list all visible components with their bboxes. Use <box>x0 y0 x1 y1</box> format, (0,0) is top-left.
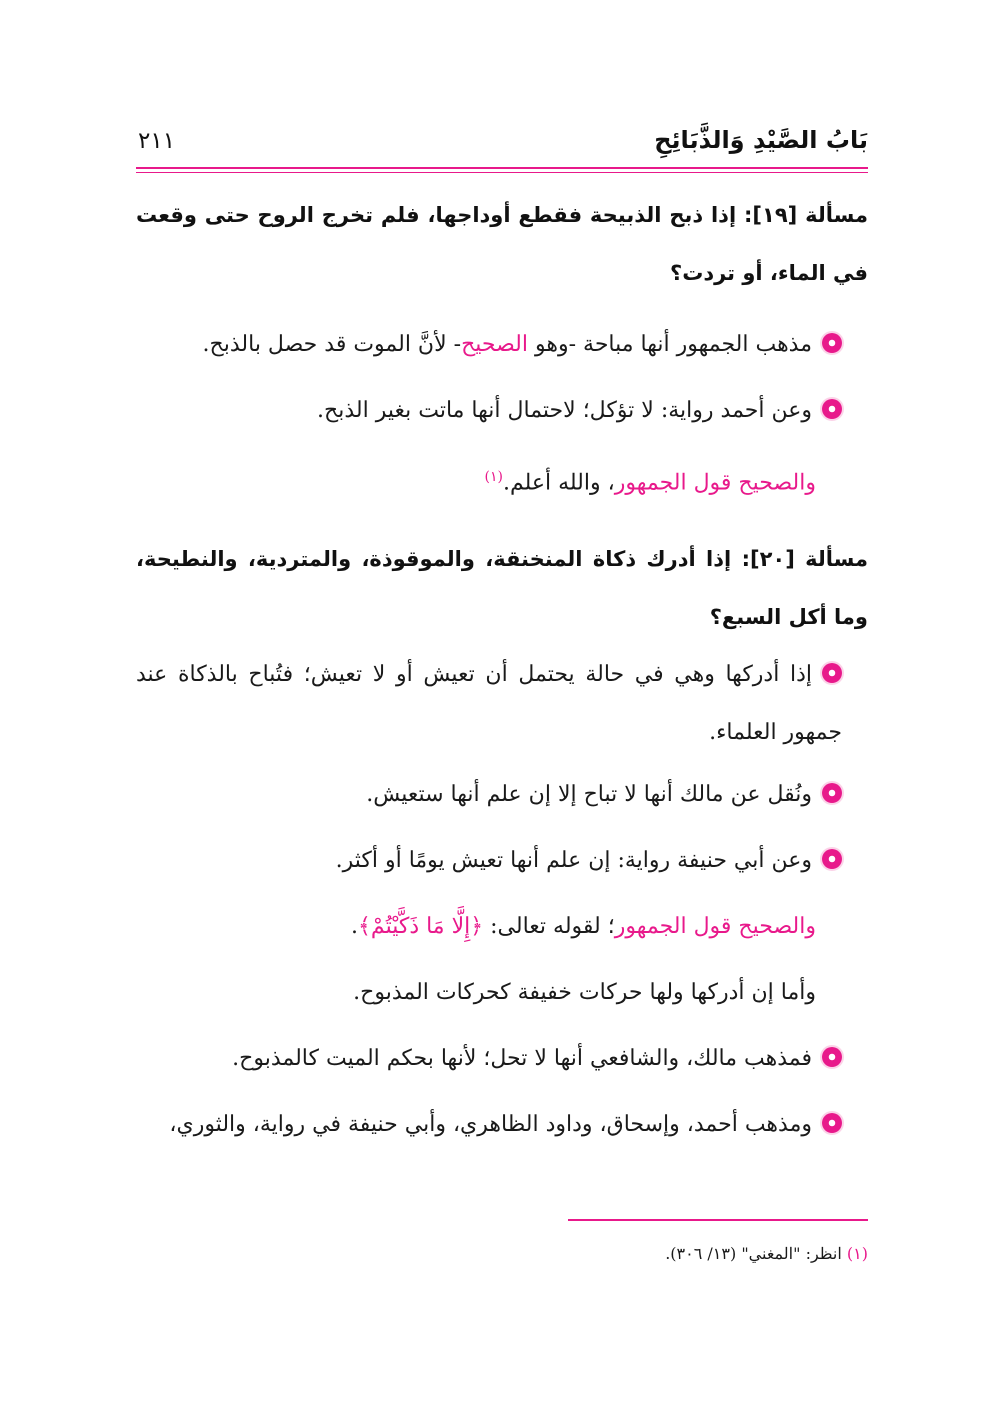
paragraph-1 <box>136 312 868 378</box>
page-number: ٢١١ <box>138 128 176 154</box>
paragraph-4 <box>136 646 868 762</box>
page-body <box>136 186 868 1158</box>
paragraph-10 <box>136 1092 868 1158</box>
question-19-text: إذا ذبح الذبيحة فقطع أوداجها، فلم تخرج الروح حتى وقعت في الماء، أو تردت؟ <box>136 203 868 285</box>
header-rule-thin <box>136 172 868 173</box>
paragraph-1-b: - لأنَّ الموت قد حصل بالذبح. <box>202 332 462 357</box>
flower-bullet-icon <box>822 399 842 419</box>
flower-bullet-icon <box>822 849 842 869</box>
paragraph-3-b: ، والله أعلم. <box>502 470 615 496</box>
paragraph-2-text: وعن أحمد رواية: لا تؤكل؛ لاحتمال أنها ماتت بغير الذبح. <box>317 398 812 423</box>
paragraph-6-text: وعن أبي حنيفة رواية: إن علم أنها تعيش يومًا أو أكثر. <box>335 848 812 874</box>
paragraph-5-text: ونُقل عن مالك أنها لا تباح إلا إن علم أنها ستعيش. <box>366 782 812 808</box>
flower-bullet-icon <box>822 333 842 353</box>
paragraph-7-end: . <box>351 914 359 940</box>
paragraph-1-a: مذهب الجمهور أنها مباحة -وهو <box>535 332 812 357</box>
flower-bullet-icon <box>822 1113 842 1133</box>
paragraph-7-highlight: والصحيح قول الجمهور <box>614 914 816 940</box>
flower-bullet-icon <box>822 783 842 803</box>
footnote-rule <box>568 1219 868 1221</box>
paragraph-3-highlight: والصحيح قول الجمهور <box>614 470 816 496</box>
question-20-text: إذا أدرك ذكاة المنخنقة، والموقوذة، والمتردية، والنطيحة، وما أكل السبع؟ <box>136 547 868 630</box>
paragraph-7-b: ؛ لقوله تعالى: <box>490 914 615 940</box>
question-20 <box>136 530 868 646</box>
paragraph-1-highlight: الصحيح <box>461 332 528 357</box>
paragraph-8 <box>136 960 868 1026</box>
paragraph-8-text: وأما إن أدركها ولها حركات خفيفة كحركات المذبوح. <box>353 980 816 1006</box>
question-19 <box>136 186 868 302</box>
paragraph-7 <box>136 894 868 960</box>
paragraph-6 <box>136 828 868 894</box>
flower-bullet-icon <box>822 1047 842 1067</box>
footnote-marker: (١) <box>484 469 503 485</box>
paragraph-5 <box>136 762 868 828</box>
paragraph-4-text: إذا أدركها وهي في حالة يحتمل أن تعيش أو لا تعيش؛ فتُباح بالذكاة عند جمهور العلماء. <box>136 662 842 746</box>
footnote-number: (١) <box>846 1244 868 1263</box>
footnote-text: انظر: "المغني" (١٣/ ٣٠٦). <box>665 1244 842 1263</box>
paragraph-3 <box>136 444 868 516</box>
paragraph-9-text: فمذهب مالك، والشافعي أنها لا تحل؛ لأنها بحكم الميت كالمذبوح. <box>232 1046 812 1072</box>
footnote <box>665 1244 868 1263</box>
question-19-label: مسألة [١٩]: <box>744 203 869 227</box>
paragraph-2 <box>136 378 868 444</box>
header-rule-thick <box>136 167 868 169</box>
question-20-label: مسألة [٢٠]: <box>741 547 869 572</box>
paragraph-9 <box>136 1026 868 1092</box>
quran-quote: ﴿إِلَّا مَا ذَكَّيْتُمْ﴾ <box>358 914 484 940</box>
paragraph-10-text: ومذهب أحمد، وإسحاق، وداود الظاهري، وأبي حنيفة في رواية، والثوري، <box>169 1112 812 1138</box>
chapter-title: بَابُ الصَّيْدِ وَالذَّبَائِحِ <box>654 126 868 154</box>
flower-bullet-icon <box>822 663 842 683</box>
